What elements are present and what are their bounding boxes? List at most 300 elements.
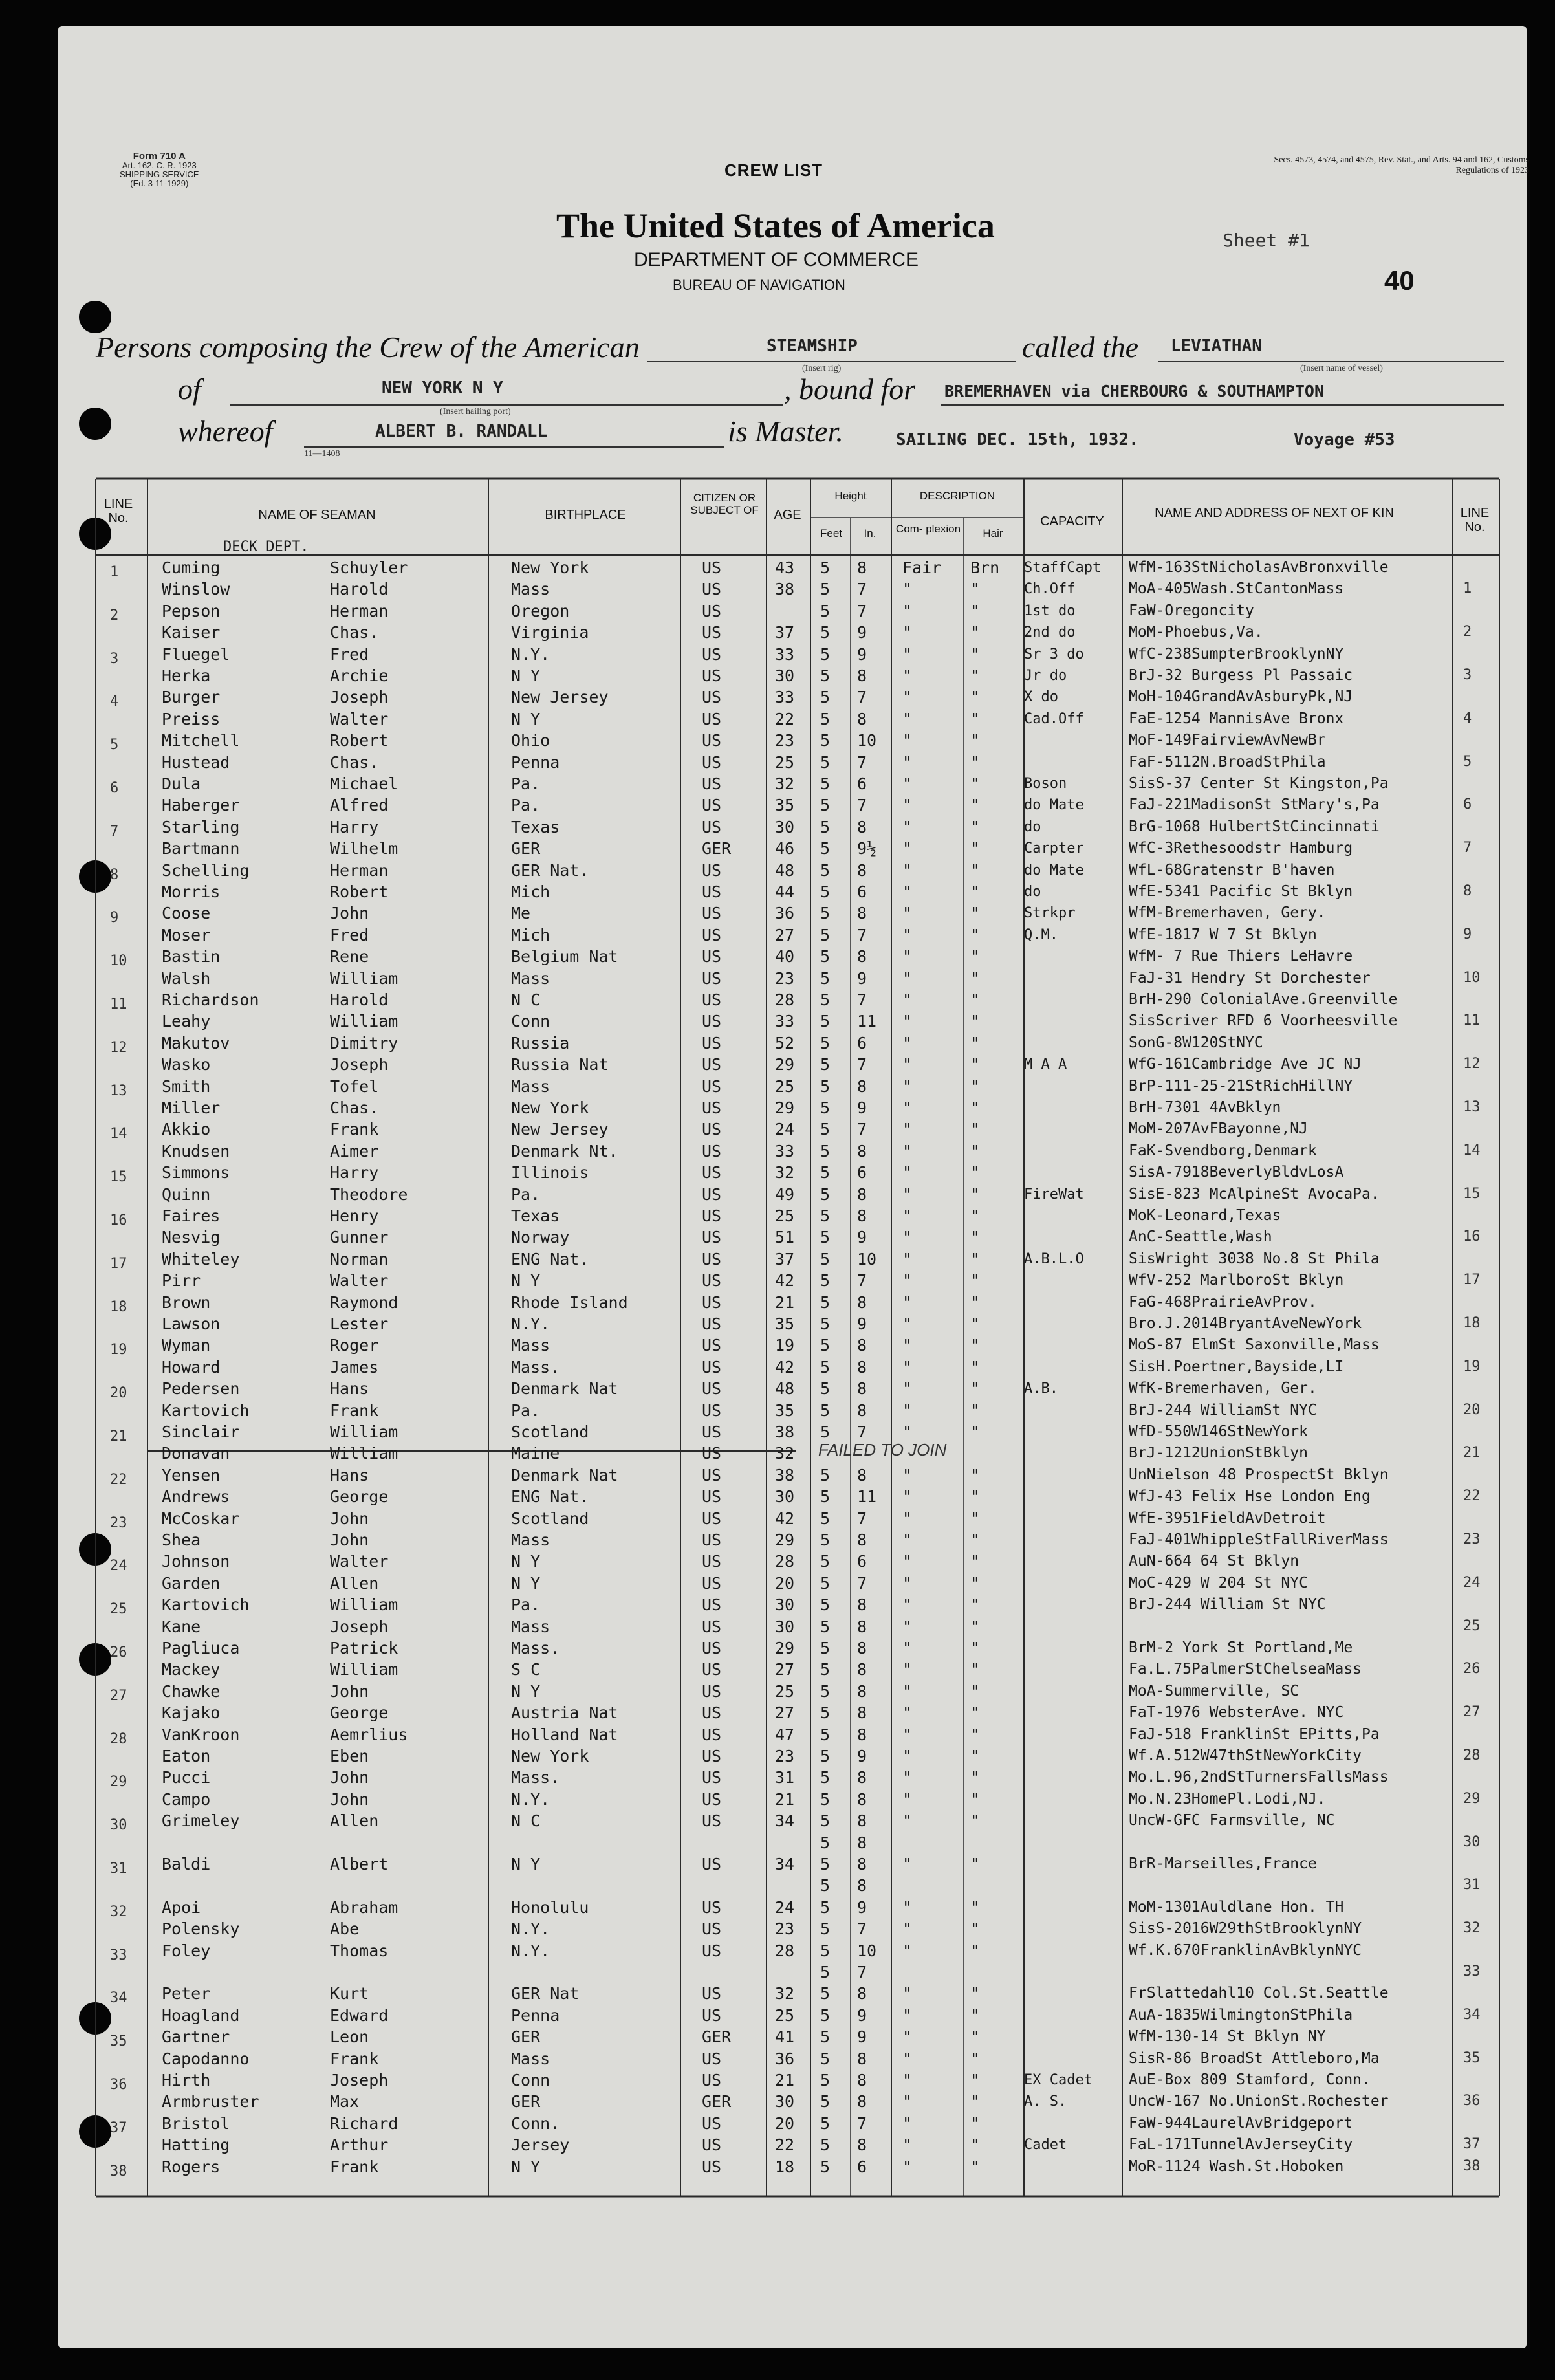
punch-hole bbox=[79, 2002, 111, 2035]
seaman-surname: Simmons bbox=[162, 1163, 230, 1183]
height-inches: 6 bbox=[857, 1033, 867, 1053]
birthplace: Penna bbox=[511, 2005, 560, 2025]
age: 42 bbox=[775, 1271, 795, 1291]
complexion: " bbox=[902, 817, 913, 836]
birthplace: Russia Nat bbox=[511, 1055, 609, 1075]
height-inches: 9 bbox=[857, 623, 867, 642]
age: 19 bbox=[775, 1336, 795, 1355]
seaman-surname: Garden bbox=[162, 1573, 221, 1593]
seaman-given-name: John bbox=[330, 1681, 369, 1701]
age: 30 bbox=[775, 2092, 795, 2112]
complexion: " bbox=[902, 990, 913, 1009]
next-of-kin: SisE-823 McAlpineSt AvocaPa. bbox=[1129, 1185, 1380, 1203]
height-inches: 8 bbox=[857, 1639, 867, 1657]
capacity: A.B.L.O bbox=[1024, 1250, 1084, 1267]
left-line-number: 31 bbox=[110, 1861, 127, 1877]
capacity: Strkpr bbox=[1024, 905, 1076, 922]
right-line-number: 1 bbox=[1463, 580, 1472, 597]
height-feet: 5 bbox=[820, 2157, 831, 2176]
seaman-given-name: William bbox=[330, 1423, 398, 1441]
height-inches: 9 bbox=[857, 1098, 867, 1117]
complexion: " bbox=[902, 774, 913, 793]
hair: " bbox=[970, 688, 981, 707]
next-of-kin: UncW-167 No.UnionSt.Rochester bbox=[1129, 2093, 1389, 2110]
right-line-number: 34 bbox=[1463, 2006, 1481, 2023]
complexion: " bbox=[902, 925, 913, 944]
hair: " bbox=[970, 1919, 981, 1939]
voyage-line-3b: is Master. bbox=[728, 415, 843, 448]
birthplace: Conn bbox=[511, 1012, 550, 1031]
citizenship: US bbox=[702, 1120, 722, 1139]
height-inches: 8 bbox=[857, 1811, 867, 1831]
birthplace: Pa. bbox=[511, 1401, 541, 1420]
birthplace: Honolulu bbox=[511, 1897, 589, 1917]
age: 42 bbox=[775, 1357, 795, 1377]
next-of-kin: MoR-1124 Wash.St.Hoboken bbox=[1129, 2157, 1344, 2175]
next-of-kin: MoM-Phoebus,Va. bbox=[1129, 624, 1263, 641]
birthplace: GER bbox=[511, 2027, 541, 2047]
height-inches: 7 bbox=[857, 1573, 867, 1593]
seaman-surname: Smith bbox=[162, 1076, 211, 1096]
punch-hole bbox=[79, 2115, 111, 2148]
citizenship: US bbox=[702, 623, 722, 642]
height-feet: 5 bbox=[820, 2135, 831, 2155]
complexion: " bbox=[902, 752, 913, 772]
hair: " bbox=[970, 947, 981, 966]
seaman-given-name: John bbox=[330, 1789, 369, 1809]
height-feet: 5 bbox=[820, 558, 831, 577]
seaman-surname: Coose bbox=[162, 904, 211, 923]
citizenship: US bbox=[702, 1444, 722, 1463]
height-feet: 5 bbox=[820, 623, 831, 642]
complexion: " bbox=[902, 1941, 913, 1960]
left-line-number: 25 bbox=[110, 1601, 127, 1618]
height-inches: 8 bbox=[857, 1379, 867, 1399]
capacity: M A A bbox=[1024, 1056, 1067, 1073]
seaman-given-name: Michael bbox=[330, 774, 398, 793]
complexion: " bbox=[902, 1401, 913, 1420]
seaman-given-name: Hans bbox=[330, 1465, 369, 1485]
age: 51 bbox=[775, 1228, 795, 1247]
left-line-number: 7 bbox=[110, 823, 119, 840]
complexion: " bbox=[902, 1206, 913, 1225]
hair: " bbox=[970, 1293, 981, 1312]
hair: " bbox=[970, 1703, 981, 1723]
age: 32 bbox=[775, 774, 795, 793]
seaman-given-name: Arthur bbox=[330, 2135, 389, 2155]
seaman-surname: Capodanno bbox=[162, 2049, 250, 2068]
left-line-number: 4 bbox=[110, 693, 119, 710]
age: 32 bbox=[775, 1444, 795, 1463]
citizenship: US bbox=[702, 1228, 722, 1247]
seaman-surname: Faires bbox=[162, 1206, 221, 1225]
seaman-surname: Schelling bbox=[162, 860, 250, 880]
height-feet: 5 bbox=[820, 925, 831, 944]
height-inches: 7 bbox=[857, 1055, 867, 1075]
height-inches: 8 bbox=[857, 1681, 867, 1701]
hair: " bbox=[970, 1855, 981, 1873]
complexion: " bbox=[902, 1681, 913, 1701]
complexion: " bbox=[902, 1315, 913, 1333]
seaman-given-name: Archie bbox=[330, 666, 389, 685]
header-inches: In. bbox=[864, 527, 876, 540]
birthplace: New York bbox=[511, 1098, 589, 1117]
height-feet: 5 bbox=[820, 644, 831, 664]
left-line-number: 24 bbox=[110, 1558, 127, 1575]
left-line-number: 21 bbox=[110, 1428, 127, 1445]
right-line-number: 33 bbox=[1463, 1963, 1481, 1980]
seaman-surname: Walsh bbox=[162, 968, 211, 988]
rig-caption: (Insert rig) bbox=[802, 364, 842, 373]
seaman-given-name: Walter bbox=[330, 709, 389, 728]
hair: " bbox=[970, 1725, 981, 1744]
complexion: " bbox=[902, 968, 913, 988]
hair: " bbox=[970, 1055, 981, 1075]
citizenship: US bbox=[702, 558, 722, 577]
height-inches: 8 bbox=[857, 1984, 867, 2003]
punch-hole bbox=[79, 408, 111, 440]
citizenship: GER bbox=[702, 2027, 732, 2047]
birthplace: S C bbox=[511, 1660, 541, 1679]
height-feet: 5 bbox=[820, 990, 831, 1009]
age: 33 bbox=[775, 1141, 795, 1161]
seaman-surname: Chawke bbox=[162, 1681, 221, 1701]
seaman-given-name: Albert bbox=[330, 1855, 389, 1873]
height-inches: 8 bbox=[857, 1293, 867, 1312]
citizenship: US bbox=[702, 666, 722, 685]
citizenship: US bbox=[702, 1098, 722, 1117]
seaman-given-name: Frank bbox=[330, 1401, 379, 1420]
complexion: " bbox=[902, 947, 913, 966]
complexion: " bbox=[902, 1293, 913, 1312]
next-of-kin: MoC-429 W 204 St NYC bbox=[1129, 1574, 1308, 1591]
age: 43 bbox=[775, 558, 795, 577]
citizenship: US bbox=[702, 2005, 722, 2025]
height-inches: 7 bbox=[857, 925, 867, 944]
voyage-line-1a: Persons composing the Crew of the American bbox=[96, 331, 640, 364]
complexion: Fair bbox=[902, 558, 942, 577]
capacity: 1st do bbox=[1024, 602, 1076, 619]
citizenship: US bbox=[702, 1465, 722, 1485]
complexion: " bbox=[902, 1228, 913, 1247]
age: 29 bbox=[775, 1639, 795, 1657]
left-line-number: 22 bbox=[110, 1471, 127, 1488]
birthplace: N C bbox=[511, 1811, 541, 1831]
hair: " bbox=[970, 860, 981, 880]
height-feet: 5 bbox=[820, 1120, 831, 1139]
right-line-number: 22 bbox=[1463, 1488, 1481, 1505]
seaman-given-name: Leon bbox=[330, 2027, 369, 2047]
seaman-given-name: Tofel bbox=[330, 1076, 379, 1096]
hair: " bbox=[970, 2005, 981, 2025]
right-line-number: 29 bbox=[1463, 1790, 1481, 1807]
height-inches: 9 bbox=[857, 644, 867, 664]
hair: Brn bbox=[970, 558, 1000, 577]
left-line-number: 9 bbox=[110, 910, 119, 926]
height-inches: 8 bbox=[857, 1206, 867, 1225]
hair: " bbox=[970, 1098, 981, 1117]
hair: " bbox=[970, 1206, 981, 1225]
height-feet: 5 bbox=[820, 688, 831, 707]
age: 29 bbox=[775, 1531, 795, 1549]
citizenship: US bbox=[702, 1509, 722, 1528]
complexion: " bbox=[902, 1919, 913, 1939]
seaman-given-name: Abraham bbox=[330, 1897, 398, 1917]
right-line-number: 23 bbox=[1463, 1531, 1481, 1547]
hair: " bbox=[970, 1012, 981, 1031]
citizenship: US bbox=[702, 1681, 722, 1701]
height-inches: 8 bbox=[857, 1465, 867, 1485]
height-feet: 5 bbox=[820, 1531, 831, 1549]
citizenship: US bbox=[702, 1315, 722, 1333]
height-inches: 7 bbox=[857, 1271, 867, 1291]
seaman-given-name: William bbox=[330, 1595, 398, 1615]
seaman-given-name: William bbox=[330, 968, 398, 988]
height-inches: 7 bbox=[857, 601, 867, 620]
left-line-number: 1 bbox=[110, 564, 119, 580]
age: 31 bbox=[775, 1768, 795, 1787]
citizenship: US bbox=[702, 1055, 722, 1075]
height-feet: 5 bbox=[820, 1681, 831, 1701]
next-of-kin: FaG-468PrairieAvProv. bbox=[1129, 1293, 1317, 1311]
height-inches: 7 bbox=[857, 752, 867, 772]
seaman-surname: Hirth bbox=[162, 2071, 211, 2090]
destination: BREMERHAVEN via CHERBOURG & SOUTHAMPTON bbox=[944, 382, 1324, 400]
next-of-kin: MoK-Leonard,Texas bbox=[1129, 1207, 1281, 1224]
citizenship: US bbox=[702, 1423, 722, 1441]
department-label: DECK DEPT. bbox=[223, 539, 309, 555]
complexion: " bbox=[902, 623, 913, 642]
height-feet: 5 bbox=[820, 1941, 831, 1960]
form-service: SHIPPING SERVICE bbox=[120, 169, 199, 179]
citizenship: US bbox=[702, 1401, 722, 1420]
citizenship: US bbox=[702, 2157, 722, 2176]
birthplace: Mass. bbox=[511, 1768, 560, 1787]
citizenship: US bbox=[702, 796, 722, 815]
age: 21 bbox=[775, 1789, 795, 1809]
birthplace: New York bbox=[511, 1747, 589, 1765]
age: 32 bbox=[775, 1163, 795, 1183]
birthplace: Mich bbox=[511, 882, 550, 901]
seaman-given-name: Harold bbox=[330, 580, 389, 599]
birthplace: GER bbox=[511, 839, 541, 858]
complexion: " bbox=[902, 860, 913, 880]
complexion: " bbox=[902, 1249, 913, 1269]
next-of-kin: MoA-405Wash.StCantonMass bbox=[1129, 580, 1344, 598]
capacity: X do bbox=[1024, 689, 1058, 706]
height-inches: 8 bbox=[857, 904, 867, 923]
citizenship: US bbox=[702, 1293, 722, 1312]
right-line-number: 5 bbox=[1463, 753, 1472, 770]
form-edition: (Ed. 3-11-1929) bbox=[130, 179, 189, 188]
seaman-given-name: Patrick bbox=[330, 1639, 398, 1657]
hair: " bbox=[970, 1747, 981, 1765]
left-line-number: 20 bbox=[110, 1385, 127, 1402]
left-line-number: 34 bbox=[110, 1990, 127, 2007]
form-number: Form 710 A bbox=[133, 151, 186, 162]
birthplace: N Y bbox=[511, 1573, 541, 1593]
citizenship: US bbox=[702, 1552, 722, 1571]
height-inches: 8 bbox=[857, 1833, 867, 1852]
seaman-given-name: Fred bbox=[330, 925, 369, 944]
page-number: 40 bbox=[1384, 265, 1415, 296]
next-of-kin: WfD-550W146StNewYork bbox=[1129, 1423, 1308, 1440]
age: 24 bbox=[775, 1897, 795, 1917]
hair: " bbox=[970, 709, 981, 728]
right-line-number: 10 bbox=[1463, 969, 1481, 986]
header-next-of-kin: NAME AND ADDRESS OF NEXT OF KIN bbox=[1155, 506, 1394, 520]
seaman-surname: Gartner bbox=[162, 2027, 230, 2047]
hair: " bbox=[970, 1573, 981, 1593]
seaman-given-name: Max bbox=[330, 2092, 360, 2112]
complexion: " bbox=[902, 1897, 913, 1917]
next-of-kin: Wf.K.670FranklinAvBklynNYC bbox=[1129, 1941, 1362, 1959]
seaman-given-name: Rene bbox=[330, 947, 369, 966]
complexion: " bbox=[902, 1703, 913, 1723]
seaman-surname: Donavan bbox=[162, 1444, 230, 1463]
birthplace: Oregon bbox=[511, 601, 570, 620]
seaman-given-name: Allen bbox=[330, 1573, 379, 1593]
seaman-given-name: George bbox=[330, 1703, 389, 1723]
height-inches: 7 bbox=[857, 1509, 867, 1528]
height-feet: 5 bbox=[820, 1315, 831, 1333]
height-inches: 9 bbox=[857, 1315, 867, 1333]
height-inches: 11 bbox=[857, 1012, 877, 1031]
left-line-number: 8 bbox=[110, 866, 119, 883]
next-of-kin: FaJ-518 FranklinSt EPitts,Pa bbox=[1129, 1725, 1380, 1743]
left-line-number: 18 bbox=[110, 1298, 127, 1315]
height-inches: 8 bbox=[857, 1401, 867, 1420]
citizenship: US bbox=[702, 1897, 722, 1917]
seaman-given-name: William bbox=[330, 1660, 398, 1679]
left-line-number: 17 bbox=[110, 1255, 127, 1272]
right-line-number: 9 bbox=[1463, 926, 1472, 943]
birthplace: GER Nat. bbox=[511, 860, 589, 880]
header-line-no-right: LINE No. bbox=[1460, 506, 1490, 534]
citizenship: US bbox=[702, 1855, 722, 1873]
birthplace: N Y bbox=[511, 1271, 541, 1291]
seaman-surname: Grimeley bbox=[162, 1811, 240, 1831]
header-name: NAME OF SEAMAN bbox=[258, 508, 376, 522]
voyage-line-2b: , bound for bbox=[784, 373, 916, 406]
hair: " bbox=[970, 2027, 981, 2047]
age: 25 bbox=[775, 1681, 795, 1701]
next-of-kin: AuA-1835WilmingtonStPhila bbox=[1129, 2006, 1353, 2024]
header-height: Height bbox=[834, 490, 867, 502]
next-of-kin: MoS-87 ElmSt Saxonville,Mass bbox=[1129, 1337, 1380, 1354]
citizenship: US bbox=[702, 1573, 722, 1593]
height-feet: 5 bbox=[820, 731, 831, 750]
height-feet: 5 bbox=[820, 1141, 831, 1161]
height-feet: 5 bbox=[820, 968, 831, 988]
height-inches: 9 bbox=[857, 1228, 867, 1247]
left-line-number: 35 bbox=[110, 2033, 127, 2050]
height-inches: 8 bbox=[857, 1531, 867, 1549]
age: 40 bbox=[775, 947, 795, 966]
seaman-surname: Polensky bbox=[162, 1919, 240, 1939]
age: 25 bbox=[775, 752, 795, 772]
age: 32 bbox=[775, 1984, 795, 2003]
hair: " bbox=[970, 990, 981, 1009]
citizenship: US bbox=[702, 580, 722, 599]
age: 23 bbox=[775, 1919, 795, 1939]
hair: " bbox=[970, 1271, 981, 1291]
seaman-surname: Quinn bbox=[162, 1185, 211, 1204]
destination-underline bbox=[941, 404, 1504, 406]
right-line-number: 38 bbox=[1463, 2157, 1481, 2174]
citizenship: GER bbox=[702, 2092, 732, 2112]
height-feet: 5 bbox=[820, 817, 831, 836]
seaman-surname: Pepson bbox=[162, 601, 221, 620]
complexion: " bbox=[902, 1725, 913, 1744]
next-of-kin: FaJ-401WhippleStFallRiverMass bbox=[1129, 1531, 1389, 1548]
seaman-given-name: Norman bbox=[330, 1249, 389, 1269]
age: 33 bbox=[775, 1012, 795, 1031]
height-inches: 9 bbox=[857, 2005, 867, 2025]
next-of-kin: WfK-Bremerhaven, Ger. bbox=[1129, 1380, 1317, 1397]
next-of-kin: AnC-Seattle,Wash bbox=[1129, 1228, 1272, 1246]
punch-hole bbox=[79, 860, 111, 893]
seaman-surname: Hustead bbox=[162, 752, 230, 772]
height-feet: 5 bbox=[820, 1228, 831, 1247]
age: 22 bbox=[775, 2135, 795, 2155]
capacity: A. S. bbox=[1024, 2093, 1067, 2110]
seaman-surname: Bastin bbox=[162, 947, 221, 966]
capacity: do Mate bbox=[1024, 797, 1084, 814]
next-of-kin: Mo.L.96,2ndStTurnersFallsMass bbox=[1129, 1769, 1389, 1786]
seaman-surname: Kajako bbox=[162, 1703, 221, 1723]
seaman-surname: Knudsen bbox=[162, 1141, 230, 1161]
height-inches: 8 bbox=[857, 1141, 867, 1161]
next-of-kin: MoM-207AvFBayonne,NJ bbox=[1129, 1120, 1308, 1138]
right-line-number: 17 bbox=[1463, 1272, 1481, 1289]
left-line-number: 30 bbox=[110, 1817, 127, 1834]
age: 52 bbox=[775, 1033, 795, 1053]
next-of-kin: BrH-290 ColonialAve.Greenville bbox=[1129, 991, 1398, 1008]
height-feet: 5 bbox=[820, 2113, 831, 2133]
seaman-given-name: Joseph bbox=[330, 1617, 389, 1636]
height-feet: 5 bbox=[820, 1703, 831, 1723]
age: 22 bbox=[775, 709, 795, 728]
seaman-surname: Bristol bbox=[162, 2113, 230, 2133]
birthplace: Holland Nat bbox=[511, 1725, 618, 1744]
seaman-given-name: Eben bbox=[330, 1747, 369, 1765]
seaman-surname: Foley bbox=[162, 1941, 211, 1960]
seaman-surname: Rogers bbox=[162, 2157, 221, 2176]
vessel-name: LEVIATHAN bbox=[1171, 336, 1262, 356]
age: 30 bbox=[775, 817, 795, 836]
citizenship: US bbox=[702, 882, 722, 901]
height-feet: 5 bbox=[820, 1897, 831, 1917]
height-inches: 7 bbox=[857, 1423, 867, 1441]
next-of-kin: BrM-2 York St Portland,Me bbox=[1129, 1639, 1353, 1656]
seaman-surname: Howard bbox=[162, 1357, 221, 1377]
birthplace: Texas bbox=[511, 817, 560, 836]
seaman-given-name: John bbox=[330, 904, 369, 923]
hair: " bbox=[970, 1163, 981, 1183]
birthplace: Belgium Nat bbox=[511, 947, 618, 966]
next-of-kin: WfM-163StNicholasAvBronxville bbox=[1129, 559, 1389, 576]
height-inches: 8 bbox=[857, 817, 867, 836]
age: 33 bbox=[775, 644, 795, 664]
seaman-given-name: Edward bbox=[330, 2005, 389, 2025]
age: 18 bbox=[775, 2157, 795, 2176]
citizenship: US bbox=[702, 774, 722, 793]
height-feet: 5 bbox=[820, 947, 831, 966]
height-inches: 8 bbox=[857, 558, 867, 577]
birthplace: Mass. bbox=[511, 1639, 560, 1657]
birthplace: N.Y. bbox=[511, 1919, 550, 1939]
